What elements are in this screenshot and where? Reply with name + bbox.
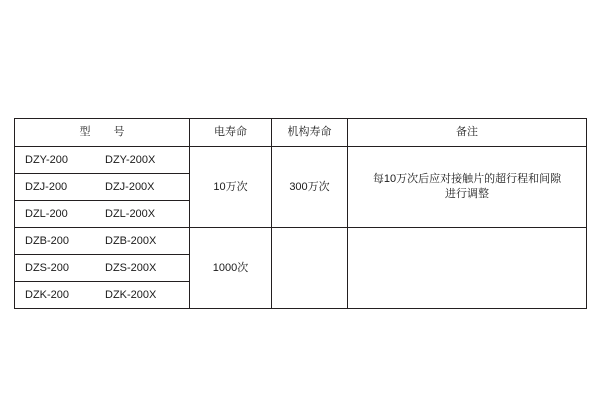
header-electrical-life: 电寿命 [190,119,272,147]
spec-table [14,118,587,309]
cell-note-empty [348,228,587,309]
model-code-primary: DZL-200 [25,207,68,220]
header-note: 备注 [348,119,587,147]
model-code-variant: DZS-200X [105,261,157,274]
model-code-variant: DZY-200X [105,153,156,166]
model-code-primary: DZB-200 [25,234,70,247]
cell-model [15,174,190,201]
cell-model [15,255,190,282]
note-line-1: 每10万次后应对接触片的超行程和间隙 [372,173,562,186]
model-code-variant: DZK-200X [105,288,157,301]
header-mechanical-life: 机构寿命 [272,119,348,147]
model-code-primary: DZJ-200 [25,180,68,193]
model-code-variant: DZB-200X [105,234,157,247]
model-code-primary: DZS-200 [25,261,70,274]
model-code-variant: DZJ-200X [105,180,155,193]
note-line-2: 进行调整 [445,188,489,200]
cell-model [15,201,190,228]
cell-model [15,282,190,309]
cell-electrical-life-group-2: 1000次 [190,228,272,309]
model-code-primary: DZY-200 [25,153,69,166]
table-row [15,147,587,174]
cell-model [15,147,190,174]
cell-note [348,147,587,228]
model-code-variant: DZL-200X [105,207,156,220]
table-row [15,228,587,255]
table-header-row [15,119,587,147]
cell-electrical-life-group-1: 10万次 [190,147,272,228]
spec-table-container [14,118,586,309]
cell-model [15,228,190,255]
model-code-primary: DZK-200 [25,288,70,301]
header-model: 型 号 [15,119,190,147]
cell-mechanical-life: 300万次 [272,147,348,228]
cell-mechanical-life-empty [272,228,348,309]
